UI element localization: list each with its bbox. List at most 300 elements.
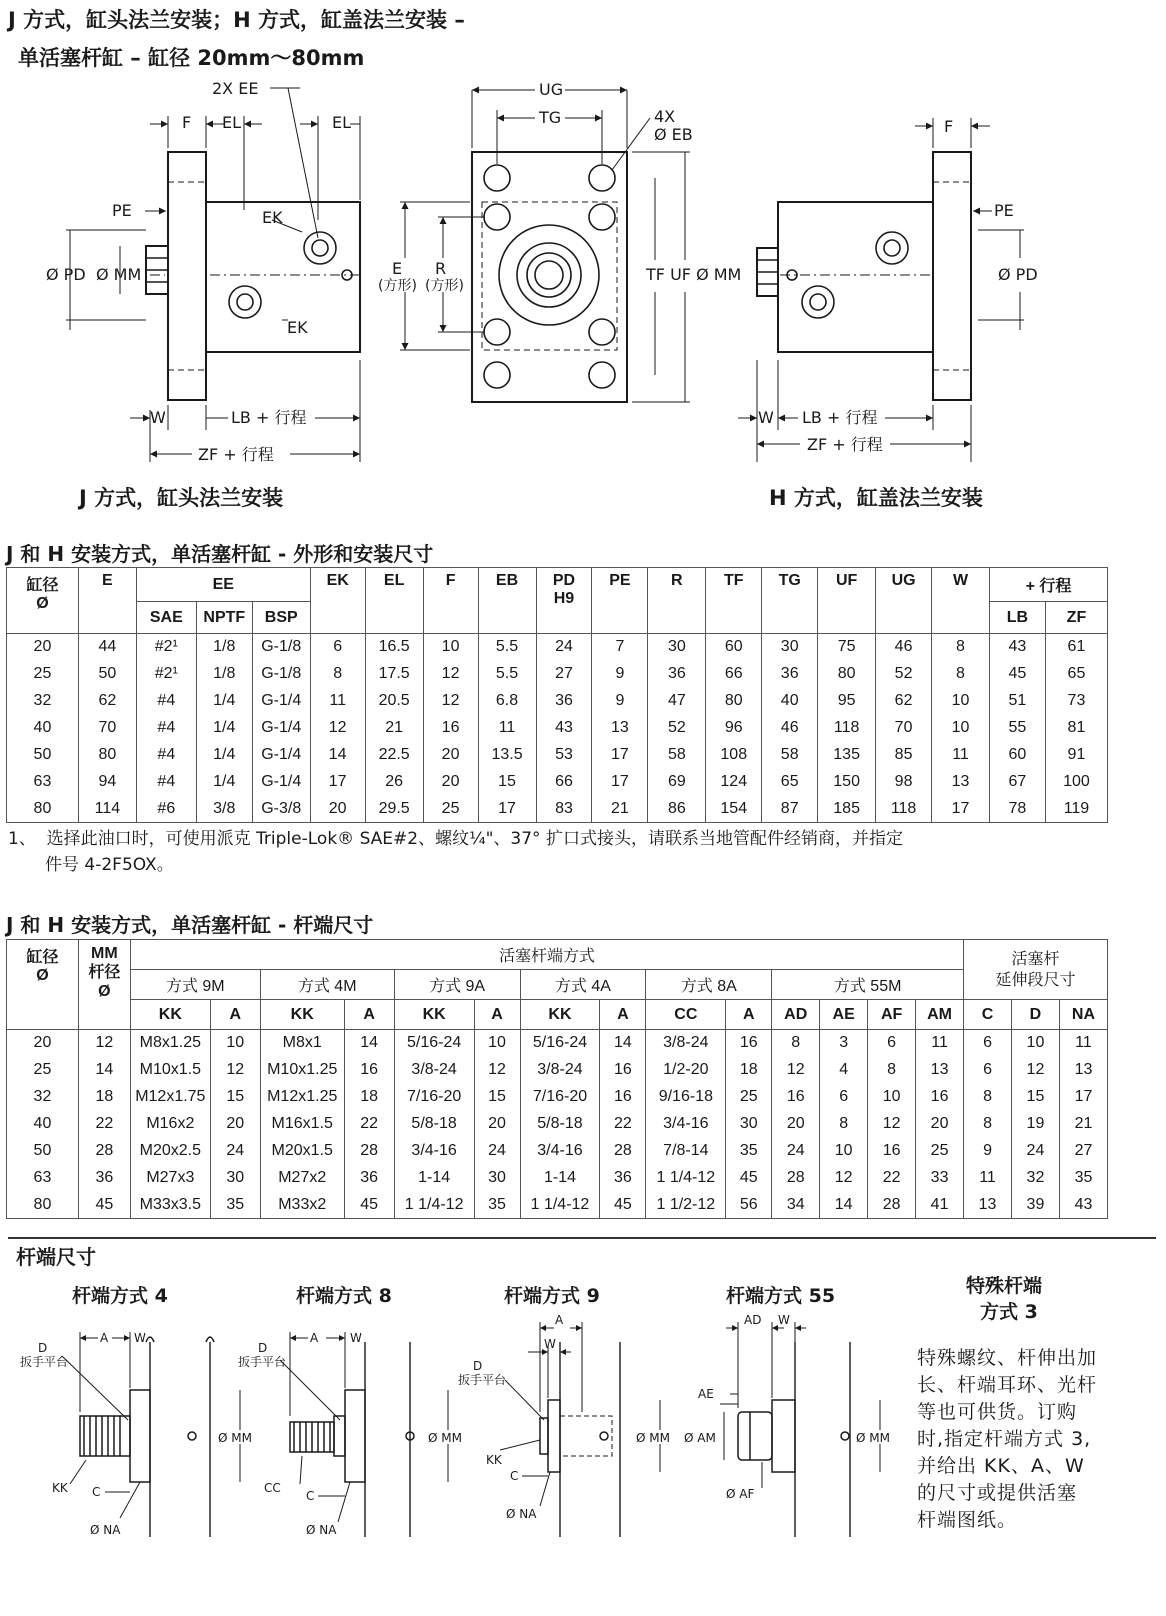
table-cell: 25 [726,1084,772,1111]
table-cell: 80 [818,661,876,688]
table-cell: 13.5 [478,742,536,769]
table-cell: 24 [536,634,592,661]
svg-text:W: W [758,408,774,427]
svg-text:Ø MM: Ø MM [218,1431,252,1445]
svg-text:Ø NA: Ø NA [506,1507,537,1521]
table-cell: 18 [726,1057,772,1084]
table-cell: 86 [648,796,706,823]
table-cell: 11 [916,1030,964,1057]
style9-drawing [500,1322,660,1537]
table-cell: 61 [1045,634,1107,661]
table-cell: 1/8 [196,661,252,688]
table-cell: 60 [706,634,762,661]
table-cell: 45 [78,1192,130,1219]
table-cell: 16 [423,715,478,742]
table-cell: 65 [1045,661,1107,688]
table-cell: 6 [820,1084,868,1111]
table-cell: 150 [818,769,876,796]
svg-text:扳手平台: 扳手平台 [238,1355,287,1369]
table-cell: 17 [592,742,648,769]
table-cell: 17 [310,769,365,796]
table-cell: 118 [876,796,932,823]
svg-text:Ø NA: Ø NA [90,1523,121,1537]
table-cell: 43 [536,715,592,742]
table-cell: 8 [932,661,990,688]
page-title-line1: J 方式，缸头法兰安装；H 方式，缸盖法兰安装 – [8,8,465,32]
style55-drawing [720,1322,880,1537]
table-cell: 35 [474,1192,520,1219]
table-row [7,796,1108,823]
svg-text:D: D [473,1359,483,1373]
table-cell: M8x1.25 [130,1030,210,1057]
table-cell: 52 [648,715,706,742]
table-cell: 9/16-18 [646,1084,726,1111]
style4-drawing [62,1332,240,1537]
table-cell: 10 [932,688,990,715]
table-cell: 9 [592,688,648,715]
table-cell: 6.8 [478,688,536,715]
svg-text:R: R [435,259,447,278]
table-cell: 16 [600,1084,646,1111]
table-cell: 25 [423,796,478,823]
table-cell: M10x1.25 [260,1057,344,1084]
table-cell: 7/16-20 [520,1084,600,1111]
table-cell: 21 [592,796,648,823]
table-cell: 8 [310,661,365,688]
table-cell: 11 [964,1165,1012,1192]
table-cell: 36 [600,1165,646,1192]
table-cell: 41 [916,1192,964,1219]
table-row [7,1192,1108,1219]
table-cell: M12x1.75 [130,1084,210,1111]
table-cell: 16 [600,1057,646,1084]
table-cell: M16x2 [130,1111,210,1138]
table-cell: 33 [916,1165,964,1192]
table-cell: 14 [310,742,365,769]
table-cell: 8 [932,634,990,661]
table-cell: #4 [136,742,196,769]
table-cell: 50 [7,742,79,769]
table-cell: 35 [726,1138,772,1165]
table-cell: 94 [78,769,136,796]
table-cell: 12 [423,688,478,715]
special-description [917,1345,1097,1534]
table-cell: 40 [7,1111,79,1138]
table-cell: 20 [772,1111,820,1138]
svg-text:E: E [392,259,403,278]
table-cell: 9 [592,661,648,688]
table-cell: 30 [210,1165,260,1192]
table-cell: 45 [344,1192,394,1219]
table-cell: 25 [7,1057,79,1084]
caption-h: H 方式，缸盖法兰安装 [769,486,983,510]
table-cell: 65 [762,769,818,796]
table-cell: 96 [706,715,762,742]
svg-text:PE: PE [994,201,1014,220]
table-cell: 36 [762,661,818,688]
table-cell: 13 [916,1057,964,1084]
table-cell: 10 [1011,1030,1059,1057]
table-cell: 95 [818,688,876,715]
svg-text:Ø NA: Ø NA [306,1523,337,1537]
table-cell: 1/8 [196,634,252,661]
table-cell: 20 [310,796,365,823]
style8-title: 杆端方式 8 [296,1285,392,1307]
table-cell: 44 [78,634,136,661]
table-cell: 8 [868,1057,916,1084]
table-cell: 22 [868,1165,916,1192]
table-cell: 13 [932,769,990,796]
special-description-line: 杆端图纸。 [917,1509,1018,1531]
svg-text:UG: UG [539,80,564,99]
table-cell: G-3/8 [252,796,310,823]
table-cell: 32 [7,688,79,715]
table-cell: 28 [600,1138,646,1165]
special-description-line: 的尺寸或提供活塞 [917,1482,1078,1504]
table-cell: #2¹ [136,661,196,688]
table-cell: 13 [592,715,648,742]
table-cell: 51 [989,688,1045,715]
table-cell: 91 [1045,742,1107,769]
table-cell: 5.5 [478,661,536,688]
svg-text:扳手平台: 扳手平台 [458,1373,507,1387]
table-cell: 154 [706,796,762,823]
table-cell: 26 [365,769,423,796]
special-description-line: 等也可供货。订购 [917,1401,1078,1423]
table-cell: 3/8-24 [394,1057,474,1084]
table-cell: 43 [1059,1192,1107,1219]
special-title-2: 方式 3 [980,1301,1038,1323]
table-cell: 43 [989,634,1045,661]
svg-text:Ø AF: Ø AF [726,1487,755,1501]
table-cell: 45 [600,1192,646,1219]
table-cell: 67 [989,769,1045,796]
table-cell: 50 [78,661,136,688]
table-cell: 98 [876,769,932,796]
table-row [7,1084,1108,1111]
svg-text:Ø MM: Ø MM [856,1431,890,1445]
table-row [7,1057,1108,1084]
table-cell: 28 [868,1192,916,1219]
table-cell: 16.5 [365,634,423,661]
table-cell: 5/16-24 [394,1030,474,1057]
table-cell: 20 [474,1111,520,1138]
table-cell: 40 [762,688,818,715]
table-cell: 5/8-18 [520,1111,600,1138]
table-cell: 1/4 [196,715,252,742]
table-cell: 16 [868,1138,916,1165]
caption-j: J 方式，缸头法兰安装 [79,486,284,510]
svg-text:W: W [350,1331,362,1345]
svg-text:A: A [555,1313,564,1327]
table-cell: 30 [648,634,706,661]
svg-text:C: C [92,1485,101,1499]
table-cell: 7/8-14 [646,1138,726,1165]
table-cell: 17 [592,769,648,796]
table-cell: 21 [365,715,423,742]
svg-text:D: D [258,1341,268,1355]
svg-text:TF UF Ø MM: TF UF Ø MM [646,265,742,284]
dimensions-table: 缸径 Ø E EE EK EL F EB PD H9 PE R TF TG UF UG W + 行程 SAE NPTF BSP LB ZF 20 44 #2¹ 1/8 G-1/8 6 16.5 10 5.5 24 7 30 60 30 75 46 8 43 61 25 50 #2¹ 1/8 G-1/8 8 17.5 12 5.5 27 9 36 66 36 80 52 8 45 65 32 62 #4 1/4 G-1/4 11 20.5 12 6.8 36 9 47 80 40 95 62 10 51 73 40 70 #4 1/4 G-1/4 12 21 16 11 43 13 52 96 46 118 70 10 55 81 50 80 #4 1/4 G-1/4 14 22.5 20 13.5 53 17 58 108 58 135 85 11 60 91 63 94 #4 1/4 G-1/4 17 26 20 15 66 17 69 124 65 150 98 13 67 100 80 114 #6 3/8 G-3/8 20 29.5 25 17 83 21 86 154 87 185 118 17 78 119 [6,567,1108,823]
mounting-drawings [0,70,1166,490]
table-cell: 73 [1045,688,1107,715]
table-cell: 3/8-24 [646,1030,726,1057]
table-cell: 52 [876,661,932,688]
table-cell: 30 [474,1165,520,1192]
table-cell: 16 [344,1057,394,1084]
svg-text:CC: CC [264,1481,281,1495]
table-cell: 14 [600,1030,646,1057]
table-cell: 10 [423,634,478,661]
table-cell: 10 [932,715,990,742]
table-cell: 32 [7,1084,79,1111]
table-cell: 12 [310,715,365,742]
svg-text:F: F [182,113,192,132]
table-cell: 119 [1045,796,1107,823]
table-cell: 34 [772,1192,820,1219]
table-cell: 1 1/4-12 [520,1192,600,1219]
table-cell: 7 [592,634,648,661]
table-cell: 53 [536,742,592,769]
table-cell: 6 [964,1030,1012,1057]
svg-text:EL: EL [222,113,242,132]
table-cell: 62 [876,688,932,715]
table-cell: 4 [820,1057,868,1084]
table-cell: 1 1/4-12 [394,1192,474,1219]
svg-text:Ø AM: Ø AM [684,1431,716,1445]
svg-text:Ø MM: Ø MM [428,1431,462,1445]
table-cell: 45 [989,661,1045,688]
table-cell: 80 [7,1192,79,1219]
svg-text:W: W [778,1313,790,1327]
table-cell: #2¹ [136,634,196,661]
svg-text:C: C [510,1469,519,1483]
table-cell: 39 [1011,1192,1059,1219]
table-cell: 11 [310,688,365,715]
table-row [7,769,1108,796]
special-description-line: 特殊螺纹、杆伸出加 [917,1347,1098,1369]
table-cell: M27x2 [260,1165,344,1192]
table-cell: 1 1/2-12 [646,1192,726,1219]
table-cell: 81 [1045,715,1107,742]
table-cell: M20x1.5 [260,1138,344,1165]
table-cell: 75 [818,634,876,661]
table-cell: 100 [1045,769,1107,796]
table-cell: 58 [762,742,818,769]
table-cell: 24 [210,1138,260,1165]
special-description-line: 长、杆端耳环、光杆 [917,1374,1098,1396]
table-cell: 3/4-16 [394,1138,474,1165]
table-cell: 80 [78,742,136,769]
drawing-labels [46,79,1038,464]
table-cell: 70 [876,715,932,742]
table-cell: 10 [474,1030,520,1057]
table-cell: 3/8-24 [520,1057,600,1084]
table-cell: 12 [1011,1057,1059,1084]
table-cell: 28 [78,1138,130,1165]
table-cell: M10x1.5 [130,1057,210,1084]
table-row [7,634,1108,661]
table-cell: G-1/8 [252,661,310,688]
table-cell: 5.5 [478,634,536,661]
table-cell: 22 [344,1111,394,1138]
svg-text:ZF + 行程: ZF + 行程 [198,445,274,464]
svg-text:PE: PE [112,201,132,220]
svg-text:2X EE: 2X EE [212,79,259,98]
table-cell: 46 [762,715,818,742]
table-cell: 1/4 [196,742,252,769]
table-cell: 30 [762,634,818,661]
table-cell: 45 [726,1165,772,1192]
svg-text:LB + 行程: LB + 行程 [231,408,307,427]
table-cell: 29.5 [365,796,423,823]
table-cell: 20 [916,1111,964,1138]
table-cell: 11 [478,715,536,742]
table-cell: 108 [706,742,762,769]
table-cell: #6 [136,796,196,823]
table-row [7,1111,1108,1138]
table-cell: 47 [648,688,706,715]
table-cell: 20 [210,1111,260,1138]
table-cell: 24 [474,1138,520,1165]
svg-text:KK: KK [486,1453,502,1467]
table-cell: 14 [78,1057,130,1084]
svg-text:TG: TG [539,108,562,127]
svg-text:C: C [306,1489,315,1503]
table-cell: 1 1/4-12 [646,1165,726,1192]
table-cell: 32 [1011,1165,1059,1192]
table-cell: M33x3.5 [130,1192,210,1219]
h-mount-drawing [738,118,1024,462]
table-cell: 20.5 [365,688,423,715]
table-cell: 1-14 [520,1165,600,1192]
table-cell: 16 [726,1030,772,1057]
svg-text:Ø MM: Ø MM [636,1431,670,1445]
table-cell: 114 [78,796,136,823]
table-cell: 66 [536,769,592,796]
table-cell: 85 [876,742,932,769]
section-divider [8,1237,1156,1239]
table-cell: 22 [78,1111,130,1138]
flange-front-drawing [400,90,690,402]
svg-text:AD: AD [744,1313,762,1327]
table-cell: G-1/4 [252,715,310,742]
table-cell: 12 [772,1057,820,1084]
table-cell: 13 [964,1192,1012,1219]
table-row [7,661,1108,688]
table-cell: 25 [916,1138,964,1165]
rod-end-table: 缸径 Ø MM 杆径 Ø 活塞杆端方式 活塞杆 延伸段尺寸 方式 9M 方式 4M 方式 9A 方式 4A 方式 8A 方式 55M KK A KK A KK A KK A CC A AD AE AF AM C D NA 20 12 M8x1.25 10 M8x1 14 5/16-24 10 5/16-24 14 3/8-24 16 8 3 6 11 6 10 11 25 14 M10x1.5 12 M10x1.25 16 3/8-24 12 3/8-24 16 1/2-20 18 12 4 8 13 6 12 13 32 18 M12x1.75 15 M12x1.25 18 7/16-20 15 7/16-20 16 9/16-18 25 16 6 10 16 8 15 17 40 22 M16x2 20 M16x1.5 22 5/8-18 20 5/8-18 22 3/4-16 30 20 8 12 20 8 19 21 50 28 M20x2.5 24 M20x1.5 28 3/4-16 24 3/4-16 28 7/8-14 35 24 10 16 25 9 24 27 63 36 M27x3 30 M27x2 36 1-14 30 1-14 36 1 1/4-12 45 28 12 22 33 11 32 35 80 45 M33x3.5 35 M33x2 45 1 1/4-12 35 1 1/4-12 45 1 1/2-12 56 34 14 28 41 13 39 43 [6,939,1108,1219]
table-cell: 15 [210,1084,260,1111]
svg-text:A: A [100,1331,109,1345]
svg-text:EK: EK [262,208,283,227]
svg-text:扳手平台: 扳手平台 [20,1355,69,1369]
svg-text:W: W [150,408,166,427]
table-cell: 11 [932,742,990,769]
table-cell: #4 [136,769,196,796]
table-cell: 22 [600,1111,646,1138]
table-cell: 22.5 [365,742,423,769]
rod-section-title: 杆端尺寸 [16,1245,96,1269]
svg-text:KK: KK [52,1481,68,1495]
style55-title: 杆端方式 55 [726,1285,836,1307]
svg-text:Ø MM: Ø MM [96,265,142,284]
table-cell: 1/4 [196,688,252,715]
table-cell: 63 [7,769,79,796]
table-cell: 55 [989,715,1045,742]
table-cell: 36 [648,661,706,688]
table-cell: 15 [1011,1084,1059,1111]
table-cell: 27 [536,661,592,688]
svg-text:(方形): (方形) [425,278,464,294]
table-cell: 63 [7,1165,79,1192]
table-cell: 28 [344,1138,394,1165]
table-cell: 10 [868,1084,916,1111]
table-cell: 35 [210,1192,260,1219]
table-cell: 66 [706,661,762,688]
special-description-line: 时,指定杆端方式 3, [917,1428,1092,1450]
special-description-line: 并给出 KK、A、W [917,1455,1085,1477]
table-cell: 5/16-24 [520,1030,600,1057]
table-cell: 58 [648,742,706,769]
table-cell: 185 [818,796,876,823]
table-cell: M27x3 [130,1165,210,1192]
table-cell: 36 [344,1165,394,1192]
style8-drawing [280,1332,448,1537]
table-cell: 124 [706,769,762,796]
table-cell: 3/8 [196,796,252,823]
table-cell: 12 [210,1057,260,1084]
table-cell: 8 [820,1111,868,1138]
table-cell: 40 [7,715,79,742]
table-cell: 10 [210,1030,260,1057]
table-cell: 15 [478,769,536,796]
table-cell: 20 [7,634,79,661]
table-row [7,1138,1108,1165]
table-cell: 17.5 [365,661,423,688]
table-cell: 1/2-20 [646,1057,726,1084]
svg-text:EL: EL [332,113,352,132]
svg-text:Ø PD: Ø PD [46,265,86,284]
table-cell: 3 [820,1030,868,1057]
table-cell: 19 [1011,1111,1059,1138]
table-cell: 9 [964,1138,1012,1165]
table-cell: 56 [726,1192,772,1219]
table-cell: M8x1 [260,1030,344,1057]
table-cell: M20x2.5 [130,1138,210,1165]
table-cell: 12 [820,1165,868,1192]
svg-text:EK: EK [287,318,308,337]
table-cell: 20 [7,1030,79,1057]
table-cell: G-1/8 [252,634,310,661]
table-cell: 17 [478,796,536,823]
table-cell: 80 [7,796,79,823]
table-cell: 6 [868,1030,916,1057]
table-cell: 17 [1059,1084,1107,1111]
table-cell: 70 [78,715,136,742]
table1-title: J 和 H 安装方式，单活塞杆缸 - 外形和安装尺寸 [6,542,434,566]
table-cell: M33x2 [260,1192,344,1219]
table-row [7,688,1108,715]
table-cell: 6 [964,1057,1012,1084]
table-cell: 60 [989,742,1045,769]
svg-text:A: A [310,1331,319,1345]
table-cell: 1/4 [196,769,252,796]
table-cell: 36 [78,1165,130,1192]
table-cell: 46 [876,634,932,661]
table-cell: 14 [344,1030,394,1057]
table-cell: 78 [989,796,1045,823]
